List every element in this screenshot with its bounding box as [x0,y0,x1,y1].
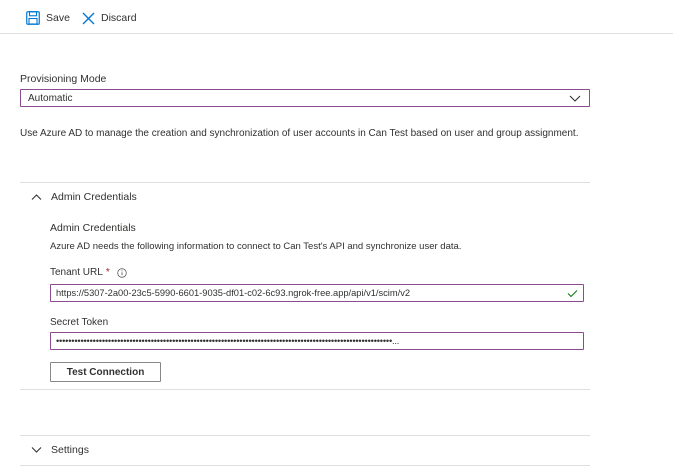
tenant-url-label [50,267,127,278]
section-divider [20,465,590,466]
provisioning-description: Use Azure AD to manage the creation and synchronization of user accounts in Can Test based on user and group assignment. [20,128,579,139]
info-icon[interactable] [117,268,127,278]
settings-section-toggle[interactable] [31,444,89,456]
section-divider [20,389,590,390]
provisioning-mode-label: Provisioning Mode [20,73,107,85]
settings-section-label: Settings [51,444,89,456]
provisioning-mode-dropdown[interactable] [20,89,590,107]
tenant-url-value: https://5307-2a00-23c5-5990-6601-9035-df01-c02-6c93.ngrok-free.app/api/v1/scim/v2 [56,288,411,298]
command-bar [0,0,673,34]
tenant-url-label-text: Tenant URL [50,267,103,278]
secret-token-value: ••••••••••••••••••••••••••••••••••••••••••••••••••••••••••••••••••••••••••••••••••••••••••••••••••••••••••••••... [56,336,400,346]
admin-credentials-section-label: Admin Credentials [51,191,137,203]
save-icon [26,11,40,25]
secret-token-input[interactable] [50,332,584,350]
section-divider [20,435,590,436]
chevron-down-icon [31,446,42,454]
save-button[interactable] [26,10,70,26]
admin-credentials-section-toggle[interactable] [31,191,137,203]
discard-button[interactable] [82,10,137,26]
test-connection-button[interactable]: Test Connection [50,362,161,382]
close-icon [82,12,95,25]
tenant-url-input[interactable] [50,284,584,302]
admin-credentials-title: Admin Credentials [50,222,136,234]
checkmark-icon [567,289,578,300]
section-divider [20,182,590,183]
chevron-up-icon [31,193,42,201]
secret-token-label: Secret Token [50,317,109,328]
provisioning-mode-value: Automatic [28,92,73,104]
chevron-down-icon [569,93,581,106]
save-label: Save [46,12,70,24]
required-marker: * [105,267,110,278]
admin-credentials-description: Azure AD needs the following information to connect to Can Test's API and synchronize user data. [50,241,462,252]
discard-label: Discard [101,12,137,24]
